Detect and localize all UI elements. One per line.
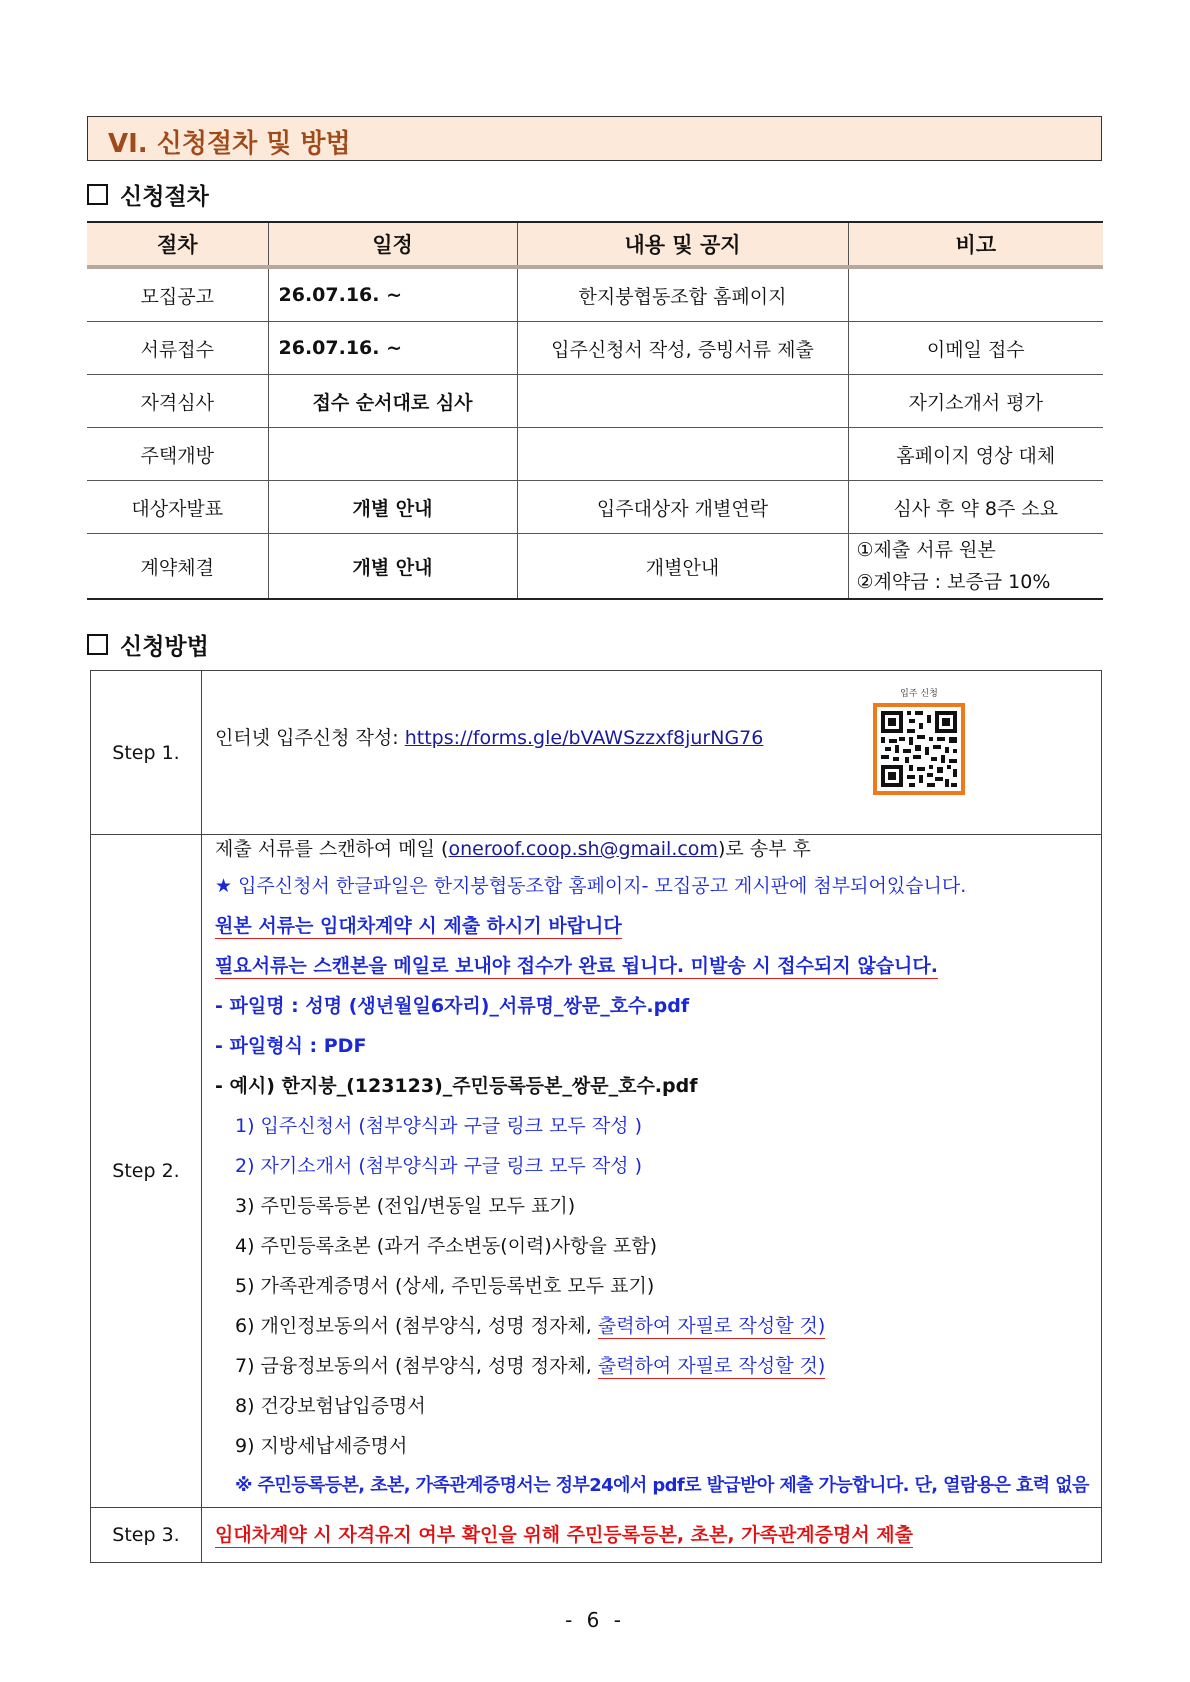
doc-item-text: 6) 개인정보동의서 (첨부양식, 성명 정자체, bbox=[235, 1315, 598, 1337]
doc-item: 8) 건강보험납입증명서 bbox=[235, 1395, 426, 1417]
step3-line bbox=[203, 1511, 1100, 1559]
column-header: 비고 bbox=[848, 222, 1103, 267]
schedule-cell: 26.07.16. ~ bbox=[268, 267, 517, 322]
note-cell: 이메일 접수 bbox=[848, 322, 1103, 375]
qr-code-icon bbox=[873, 703, 965, 795]
step-label: Step 1. bbox=[91, 671, 202, 835]
schedule-cell: 26.07.16. ~ bbox=[268, 322, 517, 375]
column-header: 일정 bbox=[268, 222, 517, 267]
procedure-heading-text: 신청절차 bbox=[120, 184, 209, 210]
step-cell: 자격심사 bbox=[87, 375, 268, 428]
qr-code[interactable] bbox=[871, 686, 967, 795]
doc-item: 9) 지방세납세증명서 bbox=[235, 1435, 408, 1457]
checkbox-square-icon bbox=[87, 184, 108, 205]
doc-item bbox=[203, 1346, 1100, 1386]
filename-rule: - 파일명 : 성명 (생년월일6자리)_서류명_쌍문_호수.pdf bbox=[215, 995, 690, 1017]
step-label: Step 2. bbox=[91, 835, 202, 1508]
doc-item: 5) 가족관계증명서 (상세, 주민등록번호 모두 표기) bbox=[235, 1275, 655, 1297]
original-docs-line bbox=[203, 906, 1100, 946]
section-title: VI. 신청절차 및 방법 bbox=[108, 129, 351, 159]
doc-item: 4) 주민등록초본 (과거 주소변동(이력)사항을 포함) bbox=[235, 1235, 658, 1257]
method-table bbox=[90, 670, 1102, 1563]
table-row bbox=[87, 375, 1103, 428]
doc-item-text: 7) 금융정보동의서 (첨부양식, 성명 정자체, bbox=[235, 1355, 598, 1377]
intro-text: 제출 서류를 스캔하여 메일 ( bbox=[215, 838, 449, 860]
application-form-link[interactable]: https://forms.gle/bVAWSzzxf8jurNG76 bbox=[404, 727, 764, 749]
table-row bbox=[87, 428, 1103, 481]
step2-row bbox=[91, 835, 1102, 1508]
original-docs-text: 원본 서류는 임대차계약 시 제출 하시기 바랍니다 bbox=[215, 915, 622, 937]
doc-item-emphasis: 출력하여 자필로 작성할 것) bbox=[597, 1355, 826, 1377]
intro-text-after: )로 송부 후 bbox=[717, 838, 811, 860]
table-row bbox=[87, 267, 1103, 322]
table-row bbox=[87, 322, 1103, 375]
step-cell: 서류접수 bbox=[87, 322, 268, 375]
method-heading-text: 신청방법 bbox=[120, 634, 209, 660]
checkbox-square-icon bbox=[87, 634, 108, 655]
content-cell: 한지붕협동조합 홈페이지 bbox=[517, 267, 848, 322]
step3-content bbox=[202, 1508, 1102, 1563]
qr-caption: 입주 신청 bbox=[900, 689, 938, 699]
step2-content bbox=[202, 835, 1102, 1508]
doc-item-emphasis: 출력하여 자필로 작성할 것) bbox=[597, 1315, 826, 1337]
note-cell bbox=[848, 267, 1103, 322]
note-cell: 자기소개서 평가 bbox=[848, 375, 1103, 428]
schedule-cell: 접수 순서대로 심사 bbox=[268, 375, 517, 428]
content-cell: 입주대상자 개별연락 bbox=[517, 481, 848, 534]
doc-item bbox=[203, 1306, 1100, 1346]
step3-row bbox=[91, 1508, 1102, 1563]
section-header bbox=[87, 116, 1102, 161]
step-cell: 모집공고 bbox=[87, 267, 268, 322]
schedule-cell: 개별 안내 bbox=[268, 534, 517, 600]
step-cell: 대상자발표 bbox=[87, 481, 268, 534]
step-cell: 계약체결 bbox=[87, 534, 268, 600]
content-cell bbox=[517, 428, 848, 481]
page-number: - 6 - bbox=[565, 1608, 625, 1632]
gov24-note: ※ 주민등록등본, 초본, 가족관계증명서는 정부24에서 pdf로 발급받아 제출 가능합니다. 단, 열람용은 효력 없음 bbox=[235, 1475, 1089, 1496]
step2-intro bbox=[203, 836, 1100, 866]
content-cell bbox=[517, 375, 848, 428]
note-cell: 홈페이지 영상 대체 bbox=[848, 428, 1103, 481]
step1-content bbox=[202, 671, 1102, 835]
email-link[interactable]: oneroof.coop.sh@gmail.com bbox=[448, 838, 718, 860]
table-header-row bbox=[87, 222, 1103, 267]
doc-item: 2) 자기소개서 (첨부양식과 구글 링크 모두 작성 ) bbox=[235, 1155, 642, 1177]
notice-line: ★ 입주신청서 한글파일은 한지붕협동조합 홈페이지- 모집공고 게시판에 첨부되어있습니다. bbox=[215, 875, 967, 897]
schedule-cell bbox=[268, 428, 517, 481]
schedule-cell: 개별 안내 bbox=[268, 481, 517, 534]
required-docs-text: 필요서류는 스캔본을 메일로 보내야 접수가 완료 됩니다. 미발송 시 접수되지 않습니다. bbox=[215, 955, 938, 977]
column-header: 내용 및 공지 bbox=[517, 222, 848, 267]
method-heading bbox=[87, 628, 209, 661]
table-row bbox=[87, 481, 1103, 534]
note-cell bbox=[848, 534, 1103, 600]
step3-text: 임대차계약 시 자격유지 여부 확인을 위해 주민등록등본, 초본, 가족관계증명서 제출 bbox=[215, 1524, 914, 1546]
step1-row bbox=[91, 671, 1102, 835]
step-label: Step 3. bbox=[91, 1508, 202, 1563]
table-row bbox=[87, 534, 1103, 600]
note-line: ②계약금 : 보증금 10% bbox=[856, 571, 1051, 593]
doc-item: 1) 입주신청서 (첨부양식과 구글 링크 모두 작성 ) bbox=[235, 1115, 642, 1137]
file-format-rule: - 파일형식 : PDF bbox=[215, 1035, 367, 1057]
procedure-table bbox=[87, 221, 1103, 600]
step1-prefix: 인터넷 입주신청 작성: bbox=[215, 727, 405, 749]
column-header: 절차 bbox=[87, 222, 268, 267]
content-cell: 입주신청서 작성, 증빙서류 제출 bbox=[517, 322, 848, 375]
content-cell: 개별안내 bbox=[517, 534, 848, 600]
step1-text bbox=[203, 718, 763, 758]
step-cell: 주택개방 bbox=[87, 428, 268, 481]
procedure-heading bbox=[87, 178, 209, 211]
doc-item: 3) 주민등록등본 (전입/변동일 모두 표기) bbox=[235, 1195, 576, 1217]
required-docs-line bbox=[203, 946, 1100, 986]
filename-example: - 예시) 한지붕_(123123)_주민등록등본_쌍문_호수.pdf bbox=[215, 1075, 698, 1097]
note-cell: 심사 후 약 8주 소요 bbox=[848, 481, 1103, 534]
note-line: ①제출 서류 원본 bbox=[856, 539, 996, 561]
